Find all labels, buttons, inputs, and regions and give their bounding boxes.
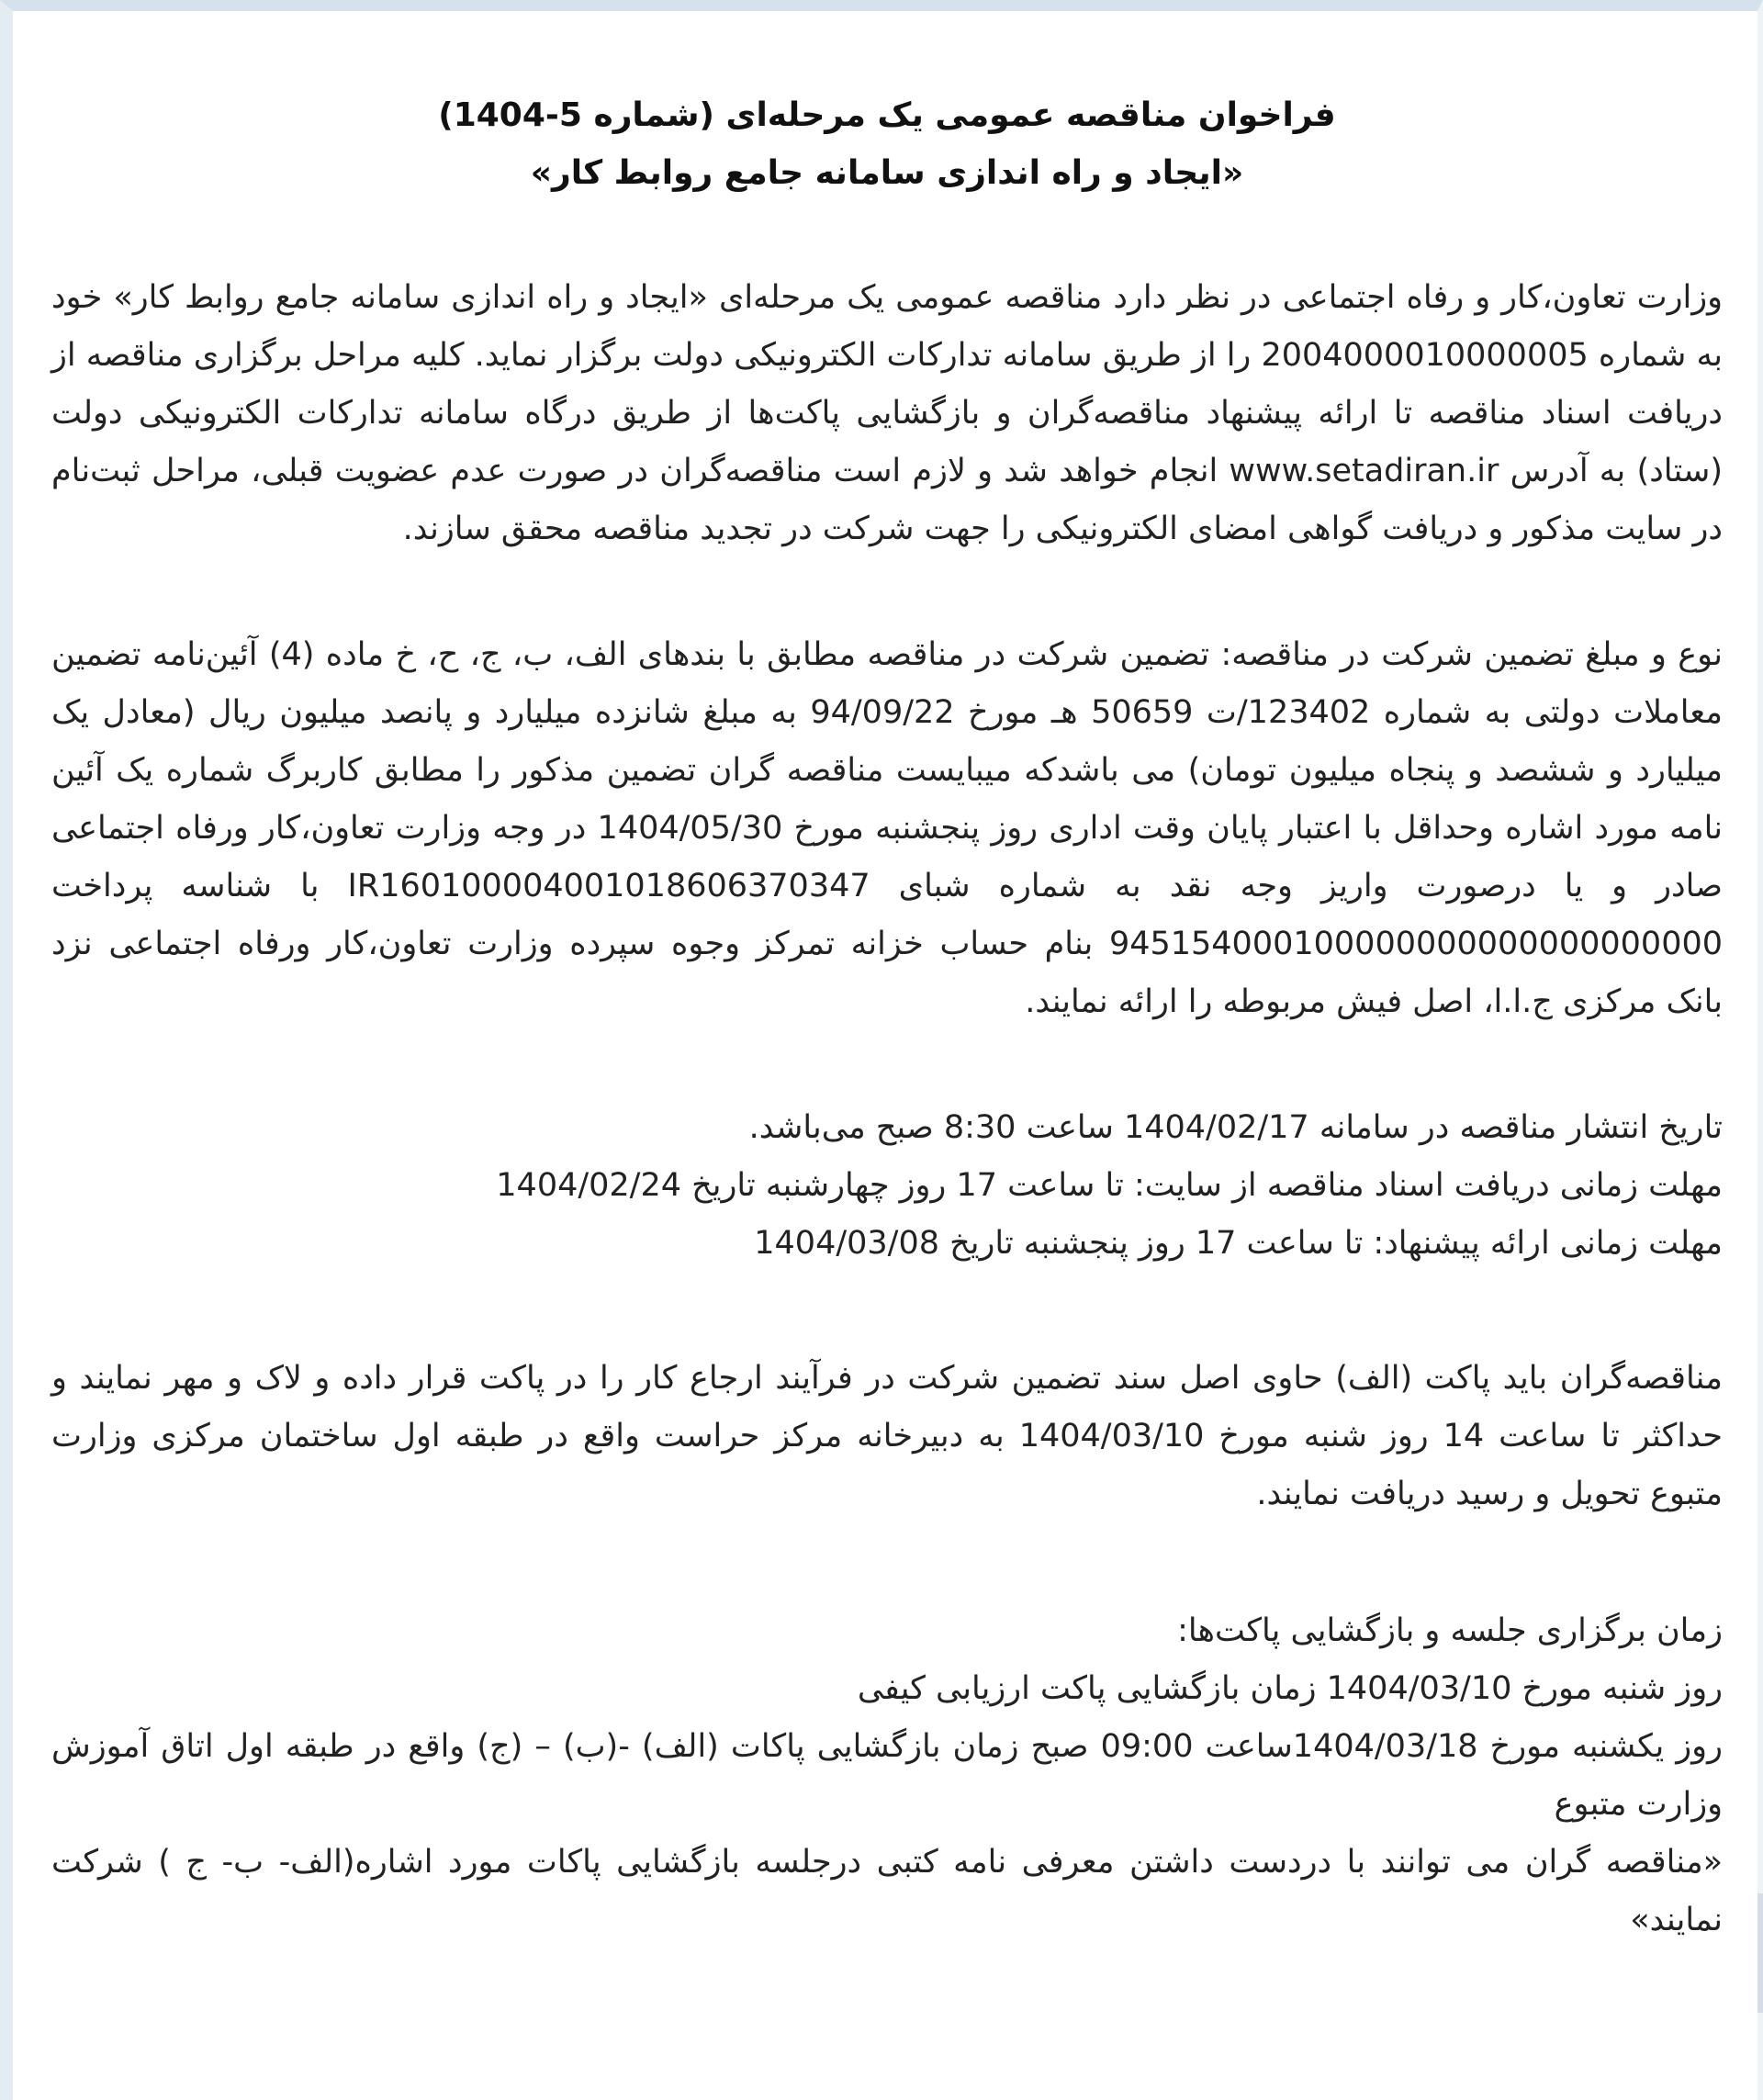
sessions-section bbox=[51, 1602, 1723, 1949]
notice-title bbox=[51, 86, 1723, 202]
envelope-paragraph: مناقصه‌گران باید پاکت (الف) حاوی اصل سند تضمین شرکت در فرآیند ارجاع کار را در پاکت قرار داده و لاک و مهر نمایند و حداکثر تا ساعت 14 روز شنبه مورخ 1404/03/10 به دبیرخانه مرکز حراست واقع در طبقه اول ساختمان مرکزی وزارت متبوع تحویل و رسید دریافت نمایند. bbox=[51, 1360, 1724, 1512]
guarantee-paragraph: نوع و مبلغ تضمین شرکت در مناقصه: تضمین شرکت در مناقصه مطابق با بندهای الف، ب، ج، ح، خ ماده (4) آئین‌نامه تضمین معاملات دولتی به شماره 123402/ت 50659 هـ مورخ 94/09/22 به مبلغ شانزده میلیارد و پانصد میلیون ریال (معادل یک میلیارد و ششصد و پنجاه میلیون تومان) می باشدکه میبایست مناقصه گران تضمین مذکور را مطابق کاربرگ شماره یک آئین نامه مورد اشاره وحداقل با اعتبار پایان وقت اداری روز پنجشنبه مورخ 1404/05/30 در وجه وزارت تعاون،کار ورفاه اجتماعی صادر و یا درصورت واریز وجه نقد به شماره شبای IR160100004001018606370347 با شناسه پرداخت 945154000100000000000000000000 بنام حساب خزانه تمرکز وجوه سپرده وزارت تعاون،کار ورفاه اجتماعی نزد بانک مرکزی ج.ا.ا، اصل فیش مربوطه را ارائه نمایند. bbox=[51, 636, 1724, 1020]
docs-deadline-line: مهلت زمانی دریافت اسناد مناقصه از سایت: تا ساعت 17 روز چهارشنبه تاریخ 1404/02/24 bbox=[496, 1167, 1723, 1204]
session-item-1: روز شنبه مورخ 1404/03/10 زمان بازگشایی پاکت ارزیابی کیفی bbox=[857, 1670, 1723, 1707]
offer-deadline-line: مهلت زمانی ارائه پیشنهاد: تا ساعت 17 روز پنجشنبه تاریخ 1404/03/08 bbox=[754, 1225, 1723, 1262]
session-note: «مناقصه گران می توانند با دردست داشتن معرفی نامه کتبی درجلسه بازگشایی پاکات مورد اشاره(الف- ب- ج ) شرکت نمایند» bbox=[51, 1844, 1723, 1938]
session-item-2: روز یکشنبه مورخ 1404/03/18ساعت 09:00 صبح زمان بازگشایی پاکات (الف) -(ب) – (ج) واقع در طبقه اول اتاق آموزش وزارت متبوع bbox=[51, 1728, 1723, 1823]
publish-date-line: تاریخ انتشار مناقصه در سامانه 1404/02/17 ساعت 8:30 صبح می‌باشد. bbox=[748, 1109, 1723, 1146]
scrollbar-edge[interactable] bbox=[1757, 1893, 1763, 2013]
title-line-1: فراخوان مناقصه عمومی یک مرحله‌ای (شماره 5-1404) bbox=[438, 96, 1336, 134]
title-line-2: «ایجاد و راه اندازی سامانه جامع روابط کار» bbox=[530, 154, 1244, 192]
dates-section bbox=[51, 1099, 1723, 1273]
sessions-heading: زمان برگزاری جلسه و بازگشایی پاکت‌ها: bbox=[1177, 1612, 1723, 1649]
tender-notice bbox=[51, 11, 1723, 1949]
intro-paragraph: وزارت تعاون،کار و رفاه اجتماعی در نظر دارد مناقصه عمومی یک مرحله‌ای «ایجاد و راه اندازی سامانه جامع روابط کار» خود به شماره 2004000010000005 را از طریق سامانه تدارکات الکترونیکی دولت برگزار نماید. کلیه مراحل برگزاری مناقصه از دریافت اسناد مناقصه تا ارائه پیشنهاد مناقصه‌گران و بازگشایی پاکت‌ها از طریق درگاه سامانه تدارکات الکترونیکی دولت (ستاد) به آدرس www.setadiran.ir انجام خواهد شد و لازم است مناقصه‌گران در صورت عدم عضویت قبلی، مراحل ثبت‌نام در سایت مذکور و دریافت گواهی امضای الکترونیکی را جهت شرکت در تجدید مناقصه محقق سازند. bbox=[51, 279, 1723, 547]
